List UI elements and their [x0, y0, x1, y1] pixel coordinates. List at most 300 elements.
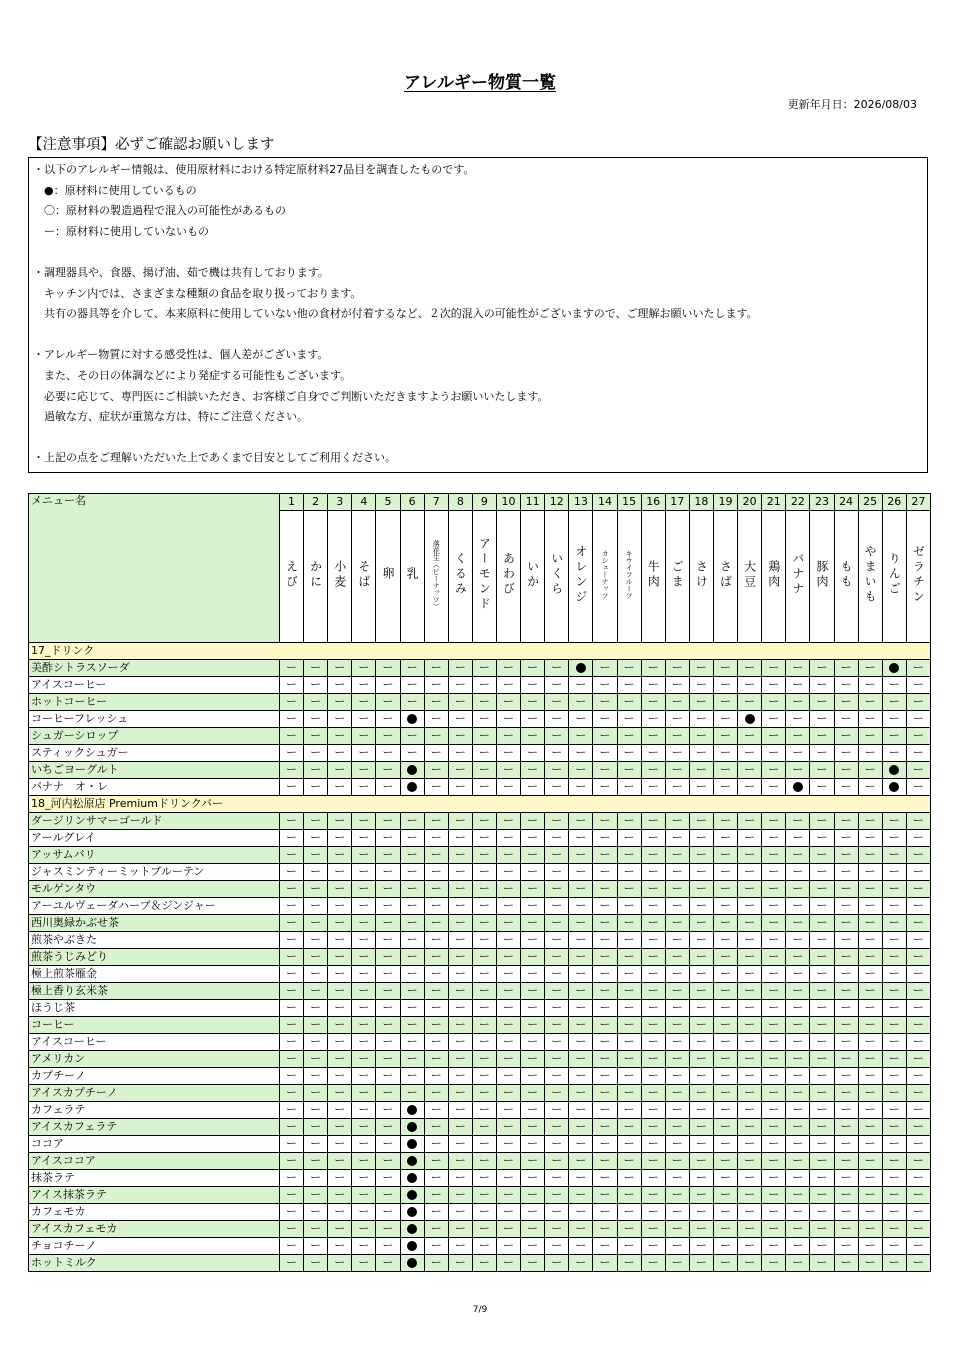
category-row — [29, 796, 931, 813]
allergen-cell: ー — [448, 881, 472, 898]
allergen-cell: ー — [858, 881, 882, 898]
allergen-cell: ー — [521, 949, 545, 966]
allergen-cell: ー — [882, 1204, 906, 1221]
allergen-cell: ー — [617, 745, 641, 762]
allergen-label: アーモンド — [477, 537, 492, 612]
table-row — [29, 1017, 931, 1034]
allergen-cell: ー — [906, 762, 930, 779]
allergen-cell: ー — [593, 881, 617, 898]
allergen-cell: ー — [593, 1051, 617, 1068]
allergen-cell: ー — [906, 1204, 930, 1221]
allergen-cell: ー — [665, 1102, 689, 1119]
allergen-cell: ー — [569, 694, 593, 711]
allergen-cell: ー — [472, 762, 496, 779]
allergen-cell: ー — [810, 1017, 834, 1034]
allergen-cell: ー — [400, 694, 424, 711]
allergen-cell: ー — [762, 1204, 786, 1221]
allergen-cell: ー — [328, 677, 352, 694]
allergen-cell: ー — [641, 762, 665, 779]
allergen-label: 鶏肉 — [766, 559, 781, 590]
allergen-cell: ー — [545, 949, 569, 966]
allergen-cell: ー — [472, 915, 496, 932]
allergen-label: 卵 — [380, 567, 395, 582]
allergen-cell: ー — [448, 1017, 472, 1034]
menu-name: コーヒーフレッシュ — [29, 711, 280, 728]
allergen-cell: ー — [738, 983, 762, 1000]
allergen-cell: ー — [882, 983, 906, 1000]
allergen-cell: ー — [810, 1153, 834, 1170]
table-row — [29, 830, 931, 847]
allergen-cell: ー — [882, 915, 906, 932]
allergen-name — [496, 511, 520, 643]
allergen-cell: ー — [786, 1238, 810, 1255]
allergen-cell: ー — [906, 813, 930, 830]
allergen-name — [906, 511, 930, 643]
allergen-cell — [400, 762, 424, 779]
allergen-cell: ー — [400, 898, 424, 915]
allergen-cell: ー — [762, 1238, 786, 1255]
allergen-label: オレンジ — [573, 544, 588, 605]
allergen-cell: ー — [328, 1051, 352, 1068]
allergen-cell: ー — [280, 677, 304, 694]
allergen-cell: ー — [713, 1102, 737, 1119]
allergen-cell: ー — [569, 1170, 593, 1187]
allergen-cell: ー — [352, 1221, 376, 1238]
allergen-cell: ー — [593, 1085, 617, 1102]
allergen-cell: ー — [280, 1017, 304, 1034]
allergen-cell: ー — [424, 745, 448, 762]
allergen-cell: ー — [906, 1136, 930, 1153]
table-row — [29, 881, 931, 898]
allergen-name — [665, 511, 689, 643]
allergen-cell: ー — [906, 1068, 930, 1085]
allergen-cell: ー — [593, 694, 617, 711]
allergen-cell: ー — [521, 1170, 545, 1187]
allergen-cell: ー — [689, 949, 713, 966]
allergen-name — [762, 511, 786, 643]
allergen-cell: ー — [738, 847, 762, 864]
allergen-cell: ー — [834, 1238, 858, 1255]
allergen-cell: ー — [786, 762, 810, 779]
allergen-cell: ー — [713, 864, 737, 881]
allergen-cell: ー — [906, 1000, 930, 1017]
table-row — [29, 1153, 931, 1170]
allergen-cell: ー — [496, 1000, 520, 1017]
allergen-cell: ー — [400, 864, 424, 881]
allergen-cell: ー — [448, 898, 472, 915]
allergen-cell: ー — [448, 1238, 472, 1255]
allergen-cell — [400, 1255, 424, 1272]
allergen-cell: ー — [665, 1034, 689, 1051]
allergen-cell: ー — [593, 1119, 617, 1136]
allergen-cell: ー — [424, 1187, 448, 1204]
allergen-cell: ー — [858, 1238, 882, 1255]
allergen-cell: ー — [810, 915, 834, 932]
allergen-cell: ー — [545, 660, 569, 677]
allergen-cell: ー — [762, 762, 786, 779]
allergen-number: 22 — [786, 494, 810, 511]
allergen-cell: ー — [906, 677, 930, 694]
allergen-cell: ー — [328, 1221, 352, 1238]
allergen-cell: ー — [521, 813, 545, 830]
table-row — [29, 762, 931, 779]
allergen-cell: ー — [376, 864, 400, 881]
allergen-cell: ー — [762, 745, 786, 762]
allergen-cell: ー — [858, 1153, 882, 1170]
allergen-cell: ー — [496, 1170, 520, 1187]
allergen-cell: ー — [400, 1051, 424, 1068]
allergen-cell: ー — [496, 1102, 520, 1119]
allergen-cell: ー — [713, 711, 737, 728]
allergen-cell: ー — [617, 966, 641, 983]
allergen-cell: ー — [665, 966, 689, 983]
allergen-cell: ー — [738, 813, 762, 830]
allergen-cell: ー — [521, 711, 545, 728]
allergen-cell: ー — [304, 881, 328, 898]
allergen-cell: ー — [665, 660, 689, 677]
allergen-cell: ー — [448, 932, 472, 949]
allergen-cell: ー — [834, 1051, 858, 1068]
table-row — [29, 1170, 931, 1187]
menu-name: スティックシュガー — [29, 745, 280, 762]
allergen-cell: ー — [376, 1238, 400, 1255]
allergen-cell: ー — [593, 847, 617, 864]
allergen-cell: ー — [882, 1153, 906, 1170]
allergen-cell: ー — [762, 813, 786, 830]
allergen-cell: ー — [328, 949, 352, 966]
allergen-cell: ー — [304, 1204, 328, 1221]
allergen-cell: ー — [376, 762, 400, 779]
allergen-cell: ー — [906, 847, 930, 864]
allergen-cell: ー — [665, 1221, 689, 1238]
allergen-cell: ー — [472, 694, 496, 711]
allergen-cell: ー — [689, 813, 713, 830]
allergen-cell: ー — [328, 694, 352, 711]
allergen-cell: ー — [738, 1017, 762, 1034]
allergen-cell: ー — [738, 1170, 762, 1187]
allergen-cell: ー — [689, 1170, 713, 1187]
allergen-cell: ー — [713, 881, 737, 898]
allergen-cell: ー — [352, 949, 376, 966]
allergen-cell: ー — [496, 1238, 520, 1255]
allergen-cell: ー — [328, 1102, 352, 1119]
contains-dot-icon — [889, 782, 899, 792]
allergen-number: 21 — [762, 494, 786, 511]
allergen-number: 8 — [448, 494, 472, 511]
allergen-cell: ー — [762, 1136, 786, 1153]
allergen-label: 落花生（ピーナッツ） — [432, 539, 441, 610]
allergen-cell: ー — [496, 898, 520, 915]
allergen-cell: ー — [304, 1255, 328, 1272]
allergen-cell: ー — [376, 1119, 400, 1136]
allergen-label: りんご — [887, 552, 902, 597]
allergen-cell: ー — [738, 932, 762, 949]
allergen-cell: ー — [400, 1000, 424, 1017]
menu-name: いちごヨーグルト — [29, 762, 280, 779]
allergen-cell: ー — [521, 1238, 545, 1255]
allergen-cell: ー — [328, 1187, 352, 1204]
allergen-cell: ー — [352, 1000, 376, 1017]
header-number-row — [29, 494, 931, 511]
allergen-cell: ー — [545, 1017, 569, 1034]
allergen-cell: ー — [738, 1119, 762, 1136]
allergen-cell: ー — [617, 847, 641, 864]
allergen-cell: ー — [882, 864, 906, 881]
allergen-cell: ー — [569, 1204, 593, 1221]
table-row — [29, 1238, 931, 1255]
menu-name: アイスココア — [29, 1153, 280, 1170]
allergen-number: 5 — [376, 494, 400, 511]
allergen-cell: ー — [858, 1017, 882, 1034]
allergen-cell: ー — [304, 660, 328, 677]
allergen-cell: ー — [858, 932, 882, 949]
allergen-cell: ー — [617, 1000, 641, 1017]
allergen-cell: ー — [713, 728, 737, 745]
allergen-cell: ー — [424, 1085, 448, 1102]
allergen-label: やまいも — [863, 544, 878, 605]
allergen-cell: ー — [472, 864, 496, 881]
allergen-cell: ー — [593, 660, 617, 677]
table-row — [29, 1221, 931, 1238]
notice-line: ー：原材料に使用していないもの — [33, 224, 209, 238]
allergen-cell: ー — [762, 660, 786, 677]
allergen-cell: ー — [882, 1068, 906, 1085]
allergen-cell: ー — [328, 1255, 352, 1272]
allergen-cell: ー — [641, 1119, 665, 1136]
allergen-cell: ー — [521, 932, 545, 949]
allergen-cell: ー — [472, 1051, 496, 1068]
allergen-cell: ー — [665, 864, 689, 881]
allergen-cell: ー — [328, 745, 352, 762]
allergen-number: 10 — [496, 494, 520, 511]
allergen-cell: ー — [834, 694, 858, 711]
allergen-cell: ー — [689, 830, 713, 847]
allergen-cell: ー — [304, 745, 328, 762]
menu-name: アールグレイ — [29, 830, 280, 847]
allergen-cell: ー — [882, 881, 906, 898]
allergen-cell: ー — [834, 728, 858, 745]
allergen-cell: ー — [713, 1068, 737, 1085]
table-row — [29, 983, 931, 1000]
allergen-cell: ー — [738, 1051, 762, 1068]
allergen-cell: ー — [882, 1085, 906, 1102]
allergen-cell: ー — [786, 1204, 810, 1221]
allergen-cell: ー — [496, 983, 520, 1000]
allergen-cell: ー — [906, 830, 930, 847]
contains-dot-icon — [407, 1139, 417, 1149]
allergen-label: さけ — [694, 559, 709, 590]
allergen-cell: ー — [424, 813, 448, 830]
allergen-cell: ー — [352, 1102, 376, 1119]
allergen-cell: ー — [762, 728, 786, 745]
allergen-cell: ー — [617, 1238, 641, 1255]
allergen-cell: ー — [810, 949, 834, 966]
allergen-cell: ー — [376, 1034, 400, 1051]
allergen-cell: ー — [858, 1187, 882, 1204]
allergen-cell: ー — [280, 1051, 304, 1068]
allergen-cell: ー — [280, 1238, 304, 1255]
allergen-cell: ー — [593, 932, 617, 949]
allergen-cell: ー — [376, 1017, 400, 1034]
allergen-cell: ー — [448, 1034, 472, 1051]
allergen-cell: ー — [713, 1255, 737, 1272]
allergen-cell: ー — [738, 1255, 762, 1272]
allergen-cell: ー — [448, 1153, 472, 1170]
allergen-cell: ー — [617, 1017, 641, 1034]
category-label: 17_ドリンク — [29, 643, 931, 660]
allergen-cell: ー — [400, 1068, 424, 1085]
allergen-cell: ー — [352, 1136, 376, 1153]
allergen-label: あわび — [501, 552, 516, 597]
allergen-cell: ー — [810, 966, 834, 983]
allergen-cell: ー — [400, 660, 424, 677]
allergen-cell: ー — [810, 1255, 834, 1272]
allergen-cell: ー — [280, 762, 304, 779]
allergen-cell: ー — [593, 898, 617, 915]
allergen-cell: ー — [786, 1068, 810, 1085]
allergen-cell: ー — [810, 983, 834, 1000]
allergen-cell: ー — [472, 1102, 496, 1119]
allergen-cell: ー — [496, 1136, 520, 1153]
allergen-cell: ー — [569, 847, 593, 864]
table-row — [29, 898, 931, 915]
allergen-cell: ー — [786, 728, 810, 745]
allergen-cell: ー — [376, 1000, 400, 1017]
allergen-cell: ー — [280, 847, 304, 864]
allergen-cell: ー — [858, 1204, 882, 1221]
menu-name: 西川奥緑かぶせ茶 — [29, 915, 280, 932]
allergen-cell: ー — [521, 1187, 545, 1204]
allergen-cell: ー — [834, 762, 858, 779]
allergen-cell: ー — [617, 1136, 641, 1153]
allergen-cell: ー — [858, 898, 882, 915]
allergen-cell: ー — [328, 1170, 352, 1187]
allergen-cell: ー — [376, 1102, 400, 1119]
allergen-cell: ー — [496, 915, 520, 932]
table-row — [29, 864, 931, 881]
allergen-cell: ー — [713, 830, 737, 847]
allergen-cell: ー — [665, 983, 689, 1000]
allergen-name — [521, 511, 545, 643]
allergen-cell: ー — [762, 1187, 786, 1204]
allergen-cell — [400, 1136, 424, 1153]
allergen-cell: ー — [569, 983, 593, 1000]
allergen-name — [713, 511, 737, 643]
allergen-cell: ー — [328, 1204, 352, 1221]
allergen-cell: ー — [496, 694, 520, 711]
allergen-cell: ー — [834, 983, 858, 1000]
allergen-cell: ー — [424, 949, 448, 966]
allergen-cell: ー — [304, 864, 328, 881]
allergen-cell: ー — [304, 898, 328, 915]
allergen-cell: ー — [810, 779, 834, 796]
allergen-cell: ー — [641, 966, 665, 983]
notice-line: 過敏な方、症状が重篤な方は、特にご注意ください。 — [33, 410, 308, 424]
allergen-cell: ー — [689, 1204, 713, 1221]
allergen-cell: ー — [786, 711, 810, 728]
allergen-cell: ー — [352, 1238, 376, 1255]
allergen-cell: ー — [400, 813, 424, 830]
allergen-cell — [400, 1170, 424, 1187]
allergen-cell: ー — [689, 966, 713, 983]
allergen-cell: ー — [521, 1051, 545, 1068]
allergen-cell: ー — [713, 1221, 737, 1238]
page-number: 7/9 — [472, 1305, 488, 1315]
allergen-cell: ー — [786, 1221, 810, 1238]
allergen-cell: ー — [762, 898, 786, 915]
allergen-cell: ー — [521, 1153, 545, 1170]
allergen-cell: ー — [521, 1000, 545, 1017]
allergen-cell: ー — [762, 983, 786, 1000]
allergen-cell: ー — [280, 1136, 304, 1153]
allergen-cell: ー — [906, 660, 930, 677]
allergen-cell: ー — [472, 1136, 496, 1153]
allergen-cell: ー — [280, 881, 304, 898]
allergen-cell: ー — [472, 1119, 496, 1136]
allergen-cell: ー — [738, 694, 762, 711]
allergen-cell: ー — [569, 864, 593, 881]
allergen-cell: ー — [280, 1068, 304, 1085]
allergen-cell: ー — [569, 813, 593, 830]
menu-name: カフェモカ — [29, 1204, 280, 1221]
allergen-cell: ー — [762, 1000, 786, 1017]
allergen-cell: ー — [352, 711, 376, 728]
allergen-number: 2 — [304, 494, 328, 511]
allergen-cell: ー — [280, 1034, 304, 1051]
allergen-cell: ー — [738, 1238, 762, 1255]
allergen-cell: ー — [762, 1153, 786, 1170]
allergen-cell: ー — [521, 1119, 545, 1136]
allergen-cell: ー — [882, 677, 906, 694]
allergen-cell: ー — [569, 1017, 593, 1034]
allergen-cell: ー — [882, 1000, 906, 1017]
allergen-cell: ー — [882, 1017, 906, 1034]
allergen-cell: ー — [641, 1187, 665, 1204]
allergen-cell: ー — [617, 864, 641, 881]
allergen-name — [352, 511, 376, 643]
allergen-cell: ー — [448, 728, 472, 745]
allergen-cell: ー — [713, 898, 737, 915]
allergen-cell: ー — [496, 1187, 520, 1204]
allergen-cell: ー — [762, 881, 786, 898]
allergen-cell: ー — [352, 1119, 376, 1136]
allergen-cell: ー — [786, 1051, 810, 1068]
allergen-cell: ー — [713, 1085, 737, 1102]
allergen-cell: ー — [810, 1187, 834, 1204]
allergen-cell: ー — [448, 1000, 472, 1017]
allergen-cell: ー — [858, 728, 882, 745]
menu-name: アメリカン — [29, 1051, 280, 1068]
allergen-cell: ー — [280, 779, 304, 796]
allergen-cell: ー — [762, 966, 786, 983]
allergen-cell: ー — [786, 1255, 810, 1272]
allergen-cell: ー — [424, 898, 448, 915]
allergen-cell: ー — [762, 949, 786, 966]
allergen-cell: ー — [472, 1068, 496, 1085]
allergen-cell: ー — [834, 711, 858, 728]
allergen-cell: ー — [521, 915, 545, 932]
allergen-cell: ー — [786, 966, 810, 983]
menu-name: ダージリンサマーゴールド — [29, 813, 280, 830]
allergen-cell: ー — [858, 949, 882, 966]
allergen-cell: ー — [641, 694, 665, 711]
table-row — [29, 966, 931, 983]
allergen-label: 大豆 — [742, 559, 757, 590]
allergen-cell: ー — [858, 830, 882, 847]
allergen-cell: ー — [738, 762, 762, 779]
allergen-cell: ー — [569, 711, 593, 728]
allergen-cell: ー — [617, 949, 641, 966]
